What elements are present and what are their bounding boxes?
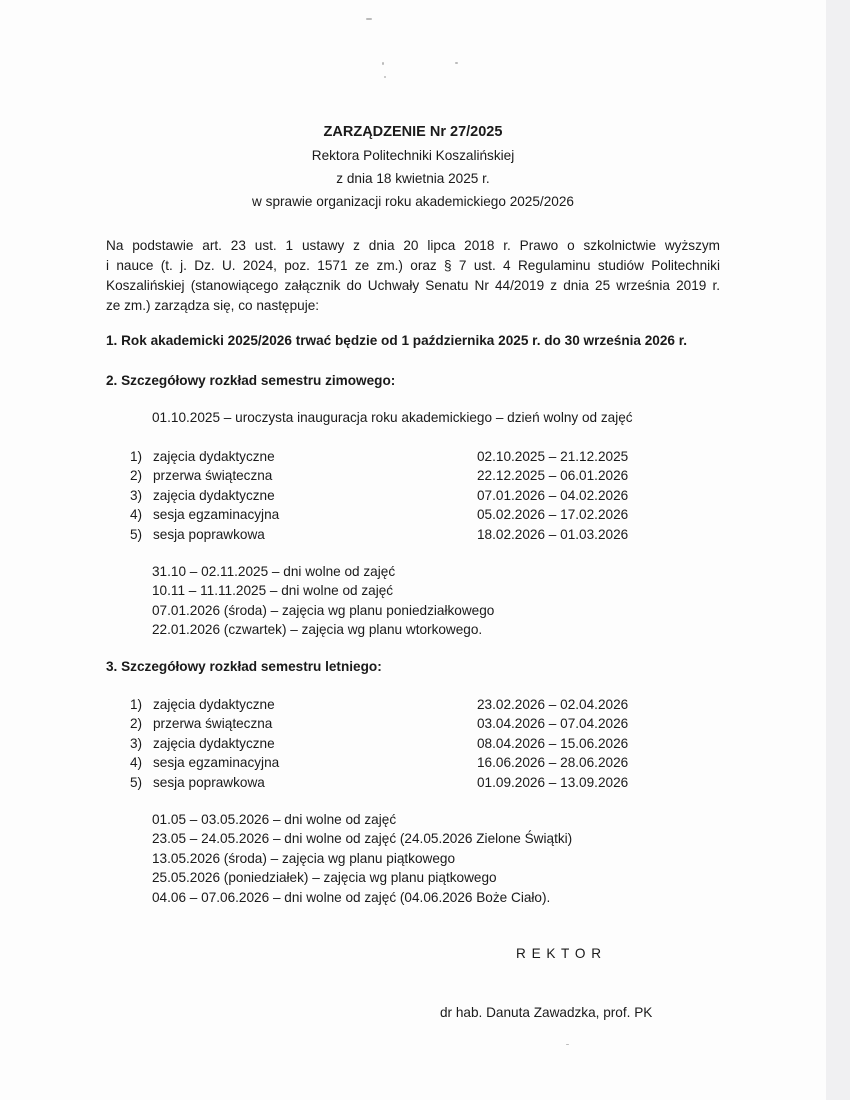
item-dates: 16.06.2026 – 28.06.2026 <box>477 755 629 771</box>
list-item <box>130 525 650 544</box>
item-number: 2) <box>130 468 143 484</box>
scan-edge <box>826 0 850 1100</box>
item-number: 1) <box>130 449 143 464</box>
note-line: 07.01.2026 (środa) – zajęcia wg planu poniedziałkowego <box>152 602 495 618</box>
signature-name: dr hab. Danuta Zawadzka, prof. PK <box>440 1005 653 1020</box>
note-line: 13.05.2026 (środa) – zajęcia wg planu piątkowego <box>152 850 456 866</box>
inauguration-note: 01.10.2025 – uroczysta inauguracja roku akademickiego – dzień wolny od zajęć <box>152 410 633 425</box>
item-dates: 18.02.2026 – 01.03.2026 <box>477 526 629 542</box>
item-label: zajęcia dydaktyczne <box>153 735 275 751</box>
item-dates: 02.10.2025 – 21.12.2025 <box>477 449 629 464</box>
winter-notes <box>152 562 494 640</box>
document-title: ZARZĄDZENIE Nr 27/2025 <box>323 124 503 140</box>
item-dates: 07.01.2026 – 04.02.2026 <box>477 487 629 503</box>
note-line: 01.05 – 03.05.2026 – dni wolne od zajęć <box>152 812 397 827</box>
list-item <box>130 466 650 485</box>
section-1-text: 1. Rok akademicki 2025/2026 trwać będzie od 1 października 2025 r. do 30 września 2026 r. <box>106 333 688 348</box>
intro-line: ze zm.) zarządza się, co następuje: <box>106 298 320 313</box>
intro-line: Na podstawie art. 23 ust. 1 ustawy z dnia 20 lipca 2018 r. Prawo o szkolnictwie wyższym <box>106 238 720 253</box>
item-dates: 08.04.2026 – 15.06.2026 <box>477 735 629 751</box>
scan-speck <box>366 18 372 20</box>
list-item <box>130 773 650 792</box>
intro-line: i nauce (t. j. Dz. U. 2024, poz. 1571 ze zm.) oraz § 7 ust. 4 Regulaminu studiów Politechniki <box>106 258 720 273</box>
document-date: z dnia 18 kwietnia 2025 r. <box>336 171 490 186</box>
item-dates: 23.02.2026 – 02.04.2026 <box>477 697 629 712</box>
winter-schedule-list <box>130 447 650 544</box>
note-line: 22.01.2026 (czwartek) – zajęcia wg planu wtorkowego. <box>152 622 483 638</box>
item-number: 3) <box>130 735 143 751</box>
note-line: 04.06 – 07.06.2026 – dni wolne od zajęć (04.06.2026 Boże Ciało). <box>152 889 551 905</box>
list-item <box>130 695 650 714</box>
list-item <box>130 753 650 772</box>
item-label: zajęcia dydaktyczne <box>153 449 275 464</box>
scan-speck <box>382 62 384 65</box>
section-3-heading: 3. Szczegółowy rozkład semestru letniego: <box>106 659 382 674</box>
note-line: 10.11 – 11.11.2025 – dni wolne od zajęć <box>152 583 394 599</box>
item-label: sesja poprawkowa <box>153 774 265 790</box>
note-line: 25.05.2026 (poniedziałek) – zajęcia wg planu piątkowego <box>152 870 497 886</box>
list-item <box>130 447 650 466</box>
summer-schedule-list <box>130 695 650 792</box>
item-number: 1) <box>130 697 143 712</box>
section-2-heading: 2. Szczegółowy rozkład semestru zimowego: <box>106 373 396 388</box>
item-label: sesja egzaminacyjna <box>153 755 280 771</box>
item-label: zajęcia dydaktyczne <box>153 697 275 712</box>
item-number: 4) <box>130 755 143 771</box>
intro-paragraph <box>106 236 720 316</box>
item-label: przerwa świąteczna <box>153 468 273 484</box>
list-item <box>130 734 650 753</box>
item-number: 4) <box>130 507 143 523</box>
item-dates: 05.02.2026 – 17.02.2026 <box>477 507 629 523</box>
list-item <box>130 714 650 733</box>
item-label: sesja poprawkowa <box>153 526 265 542</box>
scan-speck <box>566 1044 569 1045</box>
item-number: 5) <box>130 774 143 790</box>
note-line: 23.05 – 24.05.2026 – dni wolne od zajęć (24.05.2026 Zielone Świątki) <box>152 831 573 847</box>
scan-speck <box>455 62 458 64</box>
item-number: 2) <box>130 716 143 732</box>
item-number: 5) <box>130 526 143 542</box>
list-item <box>130 505 650 524</box>
scan-speck <box>384 76 386 78</box>
item-number: 3) <box>130 487 143 503</box>
intro-line: Koszalińskiej (stanowiącego załącznik do Uchwały Senatu Nr 44/2019 z dnia 25 września 2019 r. <box>106 278 720 293</box>
list-item <box>130 486 650 505</box>
item-label: przerwa świąteczna <box>153 716 273 732</box>
item-dates: 03.04.2026 – 07.04.2026 <box>477 716 629 732</box>
item-label: sesja egzaminacyjna <box>153 507 280 523</box>
item-dates: 01.09.2026 – 13.09.2026 <box>477 774 629 790</box>
document-issuer: Rektora Politechniki Koszalińskiej <box>311 148 515 163</box>
summer-notes <box>152 810 572 907</box>
document-subject: w sprawie organizacji roku akademickiego 2025/2026 <box>252 194 574 209</box>
item-dates: 22.12.2025 – 06.01.2026 <box>477 468 629 484</box>
item-label: zajęcia dydaktyczne <box>153 487 275 503</box>
note-line: 31.10 – 02.11.2025 – dni wolne od zajęć <box>152 564 396 579</box>
signature-role: R E K T O R <box>516 946 603 961</box>
